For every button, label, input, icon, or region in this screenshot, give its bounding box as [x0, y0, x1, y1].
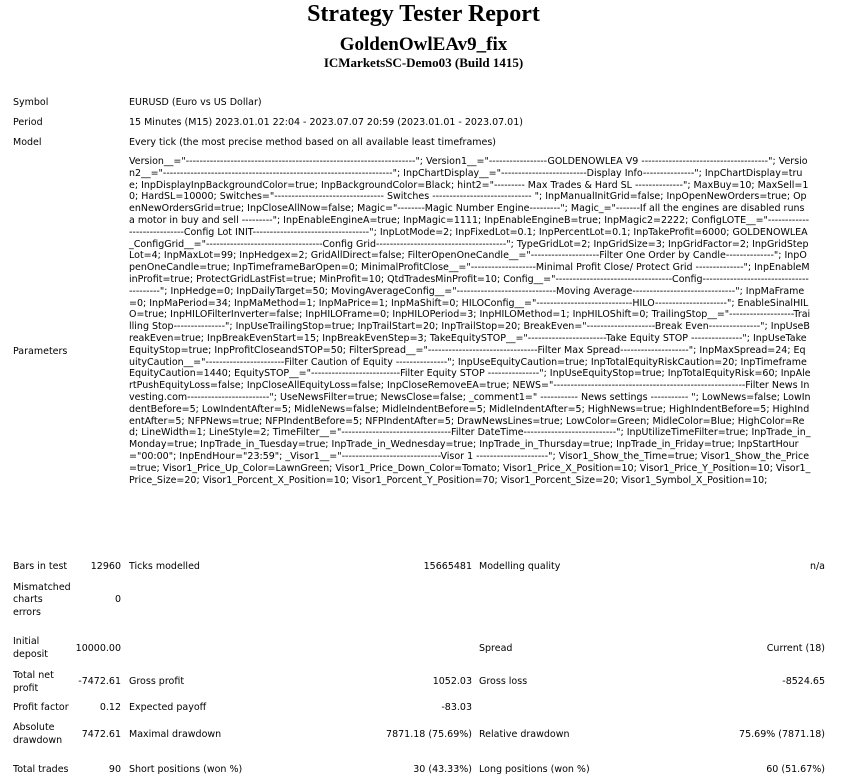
- absdd-value: 7472.61: [81, 729, 121, 740]
- ticks-label: Ticks modelled: [129, 561, 200, 572]
- payoff-value: -83.03: [441, 702, 472, 713]
- ticks-value: 15665481: [423, 561, 472, 572]
- grossprofit-label: Gross profit: [129, 676, 185, 687]
- spread-label: Spread: [479, 643, 513, 654]
- mismatch-value: 0: [114, 594, 121, 605]
- profitfactor-value: 0.12: [99, 702, 121, 713]
- deposit-label-2: deposit: [13, 649, 49, 660]
- period-label: Period: [13, 117, 43, 128]
- reldd-label: Relative drawdown: [479, 729, 570, 740]
- expert-name: GoldenOwlEAv9_fix: [339, 34, 508, 55]
- quality-value: n/a: [809, 561, 825, 572]
- long-label: Long positions (won %): [479, 764, 590, 775]
- trades-label: Total trades: [13, 764, 69, 775]
- mismatch-label-3: errors: [13, 607, 41, 618]
- bars-label: Bars in test: [13, 561, 68, 572]
- mismatch-label-1: Mismatched: [13, 582, 71, 593]
- short-label: Short positions (won %): [129, 764, 243, 775]
- parameters-label: Parameters: [13, 346, 68, 357]
- report-title: Strategy Tester Report: [307, 1, 540, 27]
- netprofit-value: -7472.61: [78, 676, 121, 687]
- netprofit-label-2: profit: [13, 683, 39, 694]
- model-label: Model: [13, 137, 42, 148]
- period-value: 15 Minutes (M15) 2023.01.01 22:04 - 2023.07.07 20:59 (2023.01.01 - 2023.07.01): [129, 117, 523, 128]
- parameters-value: Version__="-------------------------------------------------------------------"; Version1__="-----------------GOLDENOWLEA V9 -------------------------------------"; Version2__="-------------------------------------------------------------------"; InpChartDisplay__="-------------------------Display Info---------------"; InpChartDisplay=true; InpDisplayInpBackgroundColor=true; InpBackgroundColor=Black; hint2="--------- Max Trades & Hard SL --------------"; MaxBuy=10; MaxSell=10; HardSL=10000; Switches="-------------------------------- Switches ----------------------------- "; InpManualInitGrid=false; InpOpenNewOrders=true; OpenNewOrdersGrid=true; InpCloseAllNow=false; Magic="--------Magic Number Engine---------"; Magic_="-------If all the engines are disabled runs a motor in buy and sell ---------"; InpEnableEngineA=true; InpMagic=1111; InpEnableEngineB=true; InpMagic2=2222; ConfigLOTE__="----------------------------Config Lot INIT----------------------------------"; InpLotMode=2; InpFixedLot=0.1; InpPercentLot=0.1; InpTakeProfit=6000; GOLDENOWLEA_ConfigGrid__="----------------------------------Config Grid--------------------------------------"; TypeGridLot=2; InpGridSize=3; InpGridFactor=2; InpGridStepLot=4; InpMaxLot=99; InpHedgex=2; GridAllDirect=false; FilterOpenOneCandle__="--------------------Filter One Order by Candle--------------"; InpOpenOneCandle=true; InpTimeframeBarOpen=0; MinimalProfitClose__="-------------------Minimal Profit Close/ Protect Grid --------------"; InpEnableMinProfit=true; ProtectGridLastFist=true; MinProfit=10; QtdTradesMinProfit=10; Config__="----------------------------------Config----------------------------------------"; InpHedge=0; InpDailyTarget=50; MovingAverageConfig__="-----------------------------Moving Average------------------------------"; InpMaFrame=0; InpMaPeriod=34; InpMaMethod=1; InpMaPrice=1; InpMaShift=0; HILOConfig__="----------------------------HILO---------------------"; EnableSinalHILO=true; InpHILOFilterInverter=false; InpHILOFrame=0; InpHILOPeriod=3; InpHILOMethod=1; InpHILOShift=0; TrailingStop__="-------------------Trailling Stop---------------"; InpUseTrailingStop=true; InpTrailStart=20; InpTrailStop=20; BreakEven="--------------------Break Even---------------"; InpUseBreakEven=true; InpBreakEvenStart=15; InpBreakEvenStep=3; TakeEquitySTOP__="-----------------------Take Equity STOP ---------------"; InpUseTakeEquityStop=true; InpProfitCloseandSTOP=50; FilterSpread__="--------------------------------Filter Max Spread--------------------"; InpMaxSpread=24; EquityCaution__="-----------------------Filter Caution of Equity ---------------"; InpUseEquityCaution=true; InpTotalEquityRiskCaution=20; InpTimeframeEquityCaution=1440; EquitySTOP__="--------------------------Filter Equity STOP ---------------"; InpUseEquityStop=true; InpTotalEquityRisk=60; InpAlertPushEquityLoss=false; InpCloseAllEquityLoss=false; InpCloseRemoveEA=true; NEWS="--------------------------------------------------------Filter News Investing.com------------------------"; UseNewsFilter=true; NewsClose=false; _comment1=" ----------- News settings ----------- "; LowNews=false; LowIndentBefore=5; LowIndentAfter=5; MidleNews=false; MidleIndentBefore=5; MidleIndentAfter=5; HighNews=true; HighIndentBefore=5; HighIndentAfter=5; NFPNews=true; NFPIndentBefore=5; NFPIndentAfter=5; DrawNewsLines=true; LowColor=Green; MidleColor=Blue; HighColor=Red; LineWidth=1; LineStyle=2; TimeFilter__="--------------------------------Filter DateTime---------------------------"; InpUtilizeTimeFilter=true; InpTrade_in_Monday=true; InpTrade_in_Tuesday=true; InpTrade_in_Wednesday=true; InpTrade_in_Thursday=true; InpTrade_in_Friday=true; InpStartHour="00:00"; InpEndHour="23:59"; _Visor1__="-----------------------------Visor 1 ---------------------"; Visor1_Show_the_Time=true; Visor1_Show_the_Price=true; Visor1_Price_Up_Color=LawnGreen; Visor1_Price_Down_Color=Tomato; Visor1_Price_X_Position=10; Visor1_Price_Y_Position=10; Visor1_Price_Size=20; Visor1_Porcent_X_Position=10; Visor1_Porcent_Y_Position=70; Visor1_Porcent_Size=20; Visor1_Symbol_X_Position=10;: [129, 156, 811, 486]
- short-value: 30 (43.33%): [413, 764, 472, 775]
- maxdd-value: 7871.18 (75.69%): [386, 729, 472, 740]
- netprofit-label-1: Total net: [13, 670, 54, 681]
- bars-value: 12960: [90, 561, 121, 572]
- maxdd-label: Maximal drawdown: [129, 729, 222, 740]
- long-value: 60 (51.67%): [766, 764, 825, 775]
- symbol-value: EURUSD (Euro vs US Dollar): [129, 97, 262, 108]
- mismatch-label-2: charts: [13, 594, 43, 605]
- profitfactor-label: Profit factor: [13, 702, 69, 713]
- grossloss-value: -8524.65: [782, 676, 825, 687]
- trades-value: 90: [108, 764, 121, 775]
- reldd-value: 75.69% (7871.18): [739, 729, 825, 740]
- absdd-label-2: drawdown: [13, 735, 63, 746]
- deposit-label-1: Initial: [13, 636, 40, 647]
- quality-label: Modelling quality: [479, 561, 561, 572]
- model-value: Every tick (the most precise method based on all available least timeframes): [129, 137, 497, 148]
- server-build: ICMarketsSC-Demo03 (Build 1415): [323, 55, 524, 70]
- spread-value: Current (18): [766, 643, 825, 654]
- grossprofit-value: 1052.03: [432, 676, 472, 687]
- deposit-value: 10000.00: [75, 643, 121, 654]
- symbol-label: Symbol: [13, 97, 49, 108]
- grossloss-label: Gross loss: [479, 676, 528, 687]
- absdd-label-1: Absolute: [13, 722, 55, 733]
- payoff-label: Expected payoff: [129, 702, 207, 713]
